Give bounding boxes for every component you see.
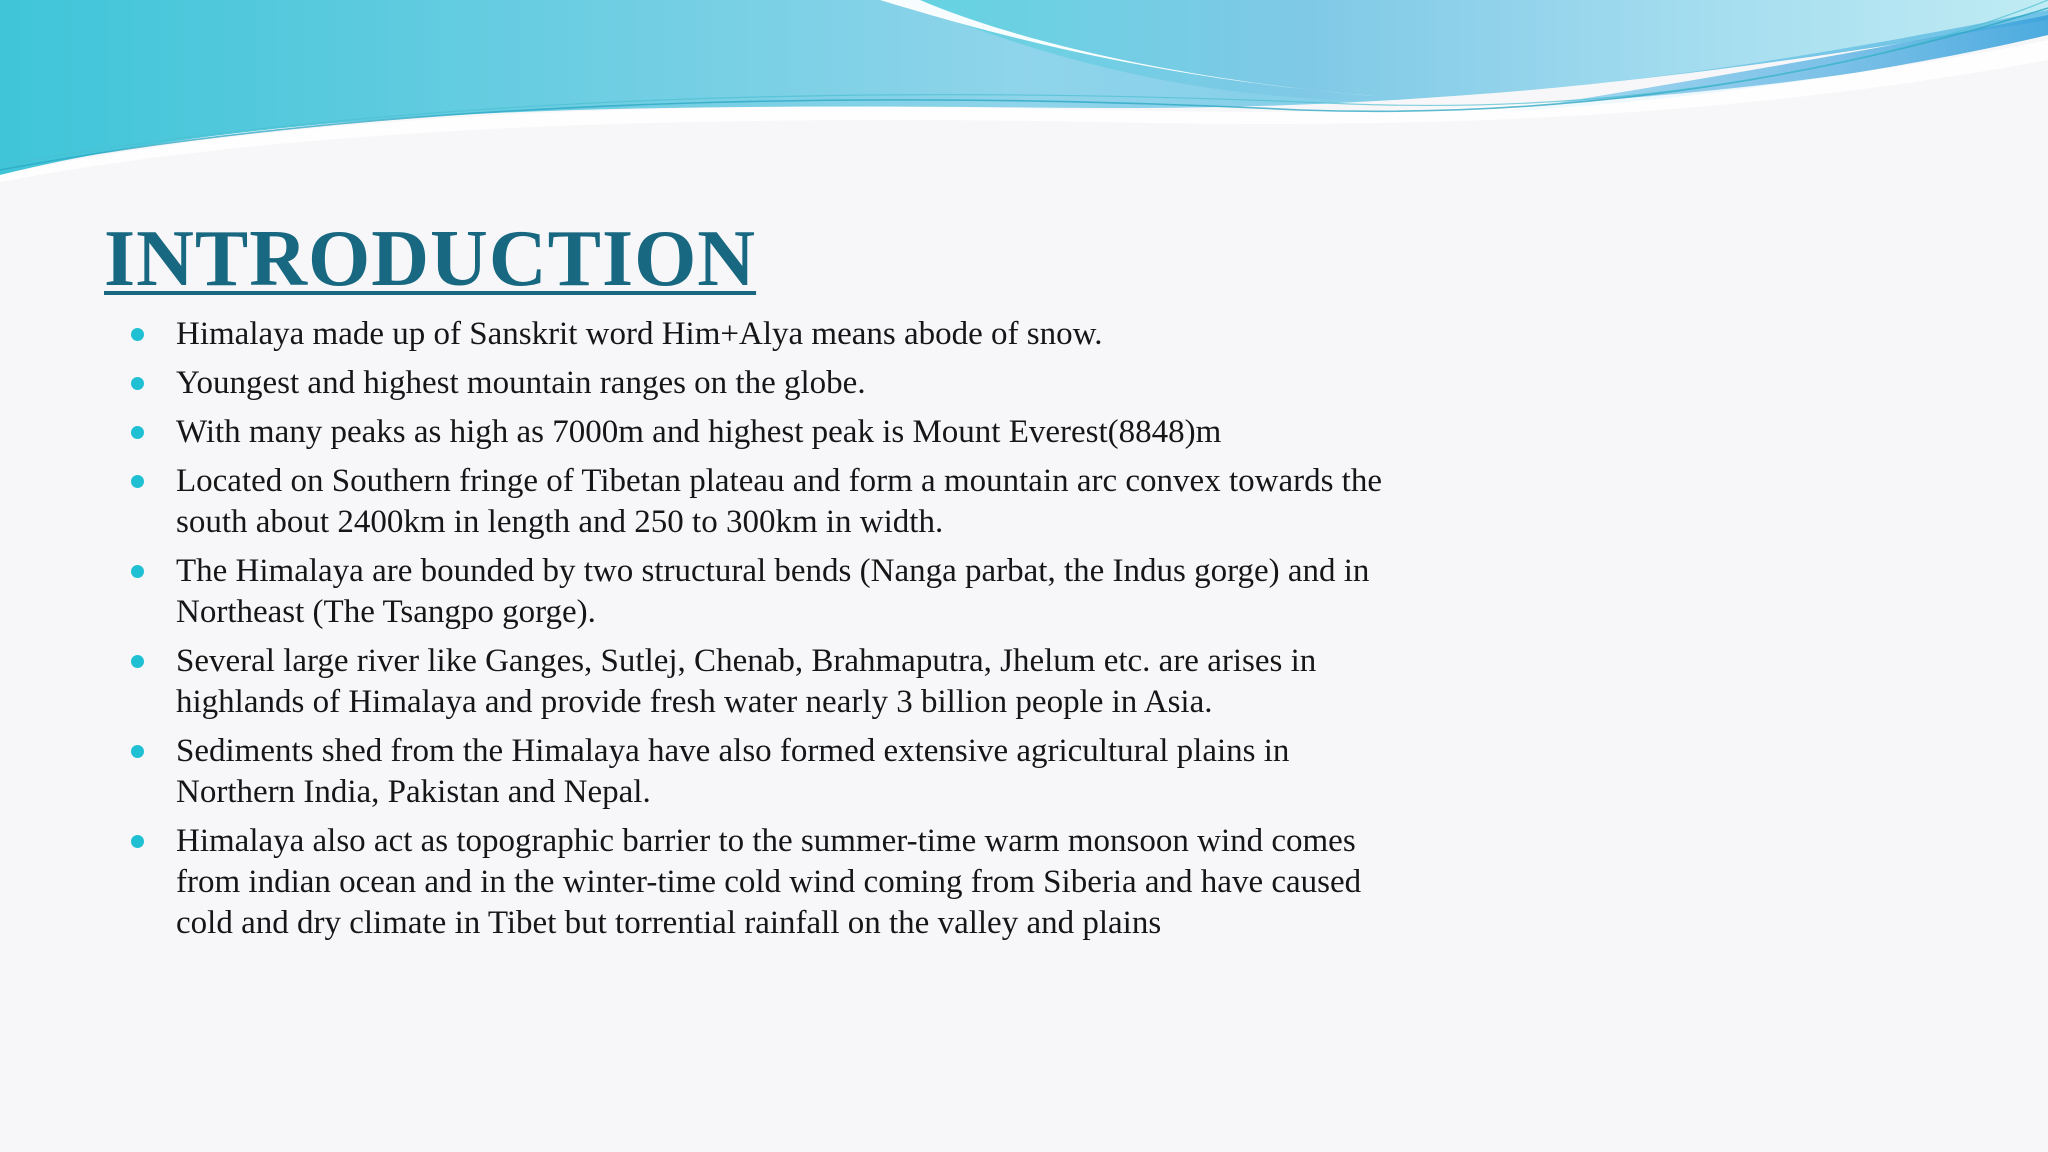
bullet-text-line: Located on Southern fringe of Tibetan plateau and form a mountain arc convex towards the bbox=[176, 463, 1382, 499]
bullet-text-line: south about 2400km in length and 250 to 300km in width. bbox=[176, 504, 944, 540]
bullet-item bbox=[130, 551, 1530, 633]
bullet-dot-icon bbox=[131, 655, 144, 668]
bullet-dot-icon bbox=[131, 745, 144, 758]
bullet-item bbox=[130, 314, 1530, 355]
bullet-text-line: Himalaya also act as topographic barrier to the summer-time warm monsoon wind comes bbox=[176, 823, 1356, 859]
bullet-list bbox=[130, 314, 1530, 952]
bullet-dot-icon bbox=[131, 426, 144, 439]
bullet-text-line: With many peaks as high as 7000m and highest peak is Mount Everest(8848)m bbox=[176, 414, 1222, 450]
bullet-item bbox=[130, 461, 1530, 543]
bullet-item bbox=[130, 821, 1530, 944]
bullet-text-line: from indian ocean and in the winter-time cold wind coming from Siberia and have caused bbox=[176, 864, 1362, 900]
bullet-text-line: Several large river like Ganges, Sutlej, Chenab, Brahmaputra, Jhelum etc. are arises in bbox=[176, 643, 1317, 679]
slide-title: INTRODUCTION bbox=[104, 215, 757, 303]
bullet-dot-icon bbox=[131, 475, 144, 488]
bullet-text-line: Northern India, Pakistan and Nepal. bbox=[176, 774, 651, 810]
bullet-dot-icon bbox=[131, 377, 144, 390]
bullet-item bbox=[130, 363, 1530, 404]
bullet-text-line: Northeast (The Tsangpo gorge). bbox=[176, 594, 596, 630]
bullet-text-line: Youngest and highest mountain ranges on the globe. bbox=[176, 365, 866, 401]
bullet-dot-icon bbox=[131, 328, 144, 341]
bullet-text-line: highlands of Himalaya and provide fresh water nearly 3 billion people in Asia. bbox=[176, 684, 1213, 720]
bullet-item bbox=[130, 412, 1530, 453]
bullet-text-line: cold and dry climate in Tibet but torrential rainfall on the valley and plains bbox=[176, 905, 1162, 941]
bullet-dot-icon bbox=[131, 565, 144, 578]
bullet-dot-icon bbox=[131, 835, 144, 848]
bullet-text-line: Sediments shed from the Himalaya have also formed extensive agricultural plains in bbox=[176, 733, 1290, 769]
bullet-item bbox=[130, 641, 1530, 723]
bullet-text-line: The Himalaya are bounded by two structural bends (Nanga parbat, the Indus gorge) and in bbox=[176, 553, 1370, 589]
wave-banner-decoration bbox=[0, 0, 2048, 200]
bullet-item bbox=[130, 731, 1530, 813]
bullet-text-line: Himalaya made up of Sanskrit word Him+Alya means abode of snow. bbox=[176, 316, 1103, 352]
